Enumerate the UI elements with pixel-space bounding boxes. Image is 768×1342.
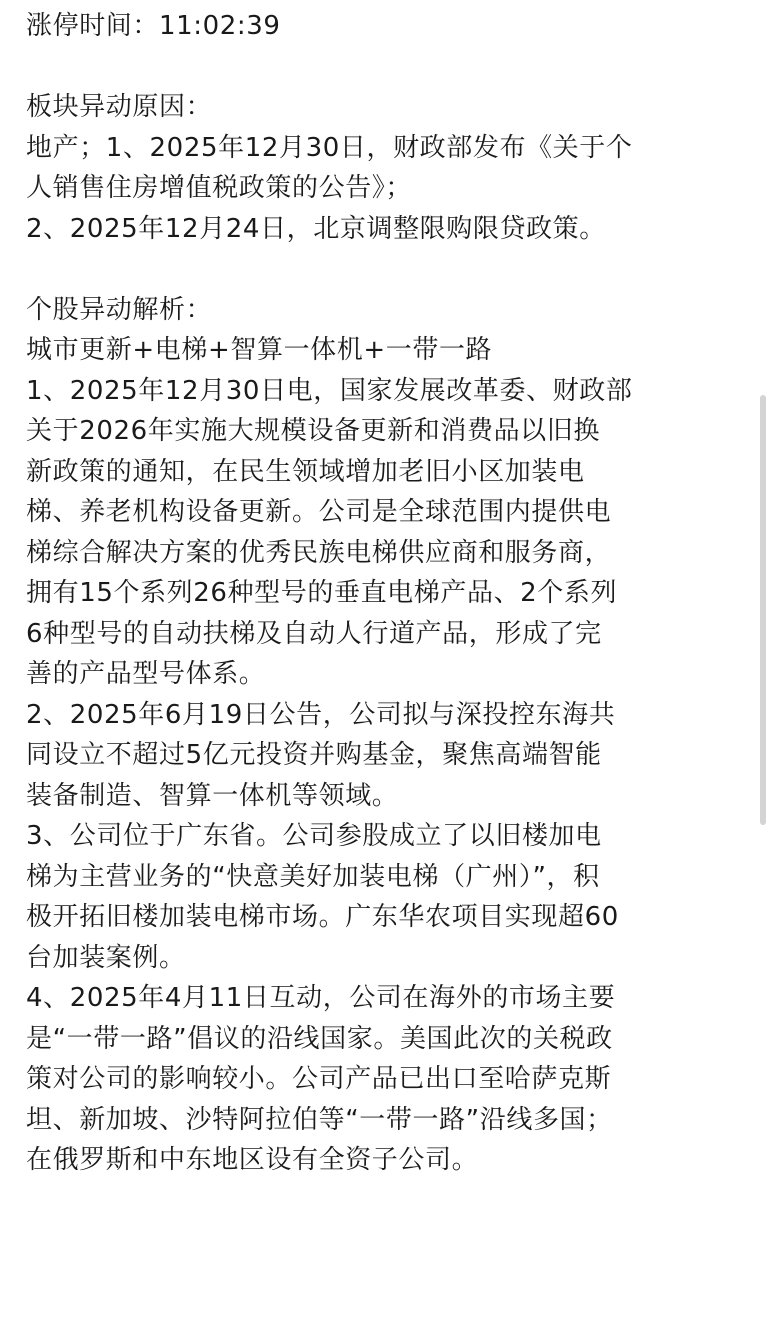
stock-analysis-line: 关于2026年实施大规模设备更新和消费品以旧换	[26, 416, 600, 446]
sector-reason-line: 地产；1、2025年12月30日，财政部发布《关于个	[26, 132, 633, 163]
stock-analysis-line: 拥有15个系列26种型号的垂直电梯产品、2个系列	[26, 578, 618, 608]
stock-concept-tags: 城市更新+电梯+智算一体机+一带一路	[26, 335, 493, 365]
sector-reason-line: 2、2025年12月24日，北京调整限购限贷政策。	[26, 213, 606, 244]
stock-analysis-line: 4、2025年4月11日互动，公司在海外的市场主要	[26, 983, 616, 1013]
stock-analysis-line: 6种型号的自动扶梯及自动人行道产品，形成了完	[26, 618, 602, 649]
vertical-scrollbar[interactable]	[760, 395, 766, 825]
spacer	[26, 47, 744, 88]
article-content	[26, 6, 744, 1181]
stock-analysis-line: 装备制造、智算一体机等领域。	[26, 780, 399, 811]
limit-up-time: 涨停时间：11:02:39	[26, 11, 281, 41]
stock-analysis-line: 策对公司的影响较小。公司产品已出口至哈萨克斯	[26, 1064, 612, 1094]
stock-analysis-line: 是“一带一路”倡议的沿线国家。美国此次的关税政	[26, 1023, 613, 1054]
stock-analysis-line: 梯、养老机构设备更新。公司是全球范围内提供电	[26, 497, 612, 527]
stock-analysis-heading: 个股异动解析：	[26, 294, 213, 325]
stock-analysis-line: 梯综合解决方案的优秀民族电梯供应商和服务商，	[26, 537, 612, 568]
stock-analysis-line: 1、2025年12月30日电，国家发展改革委、财政部	[26, 375, 633, 406]
sector-reason-line: 人销售住房增值税政策的公告》；	[26, 173, 413, 203]
stock-analysis-line: 极开拓旧楼加装电梯市场。广东华农项目实现超60	[26, 902, 619, 932]
stock-analysis-line: 台加装案例。	[26, 942, 186, 973]
stock-analysis-line: 3、公司位于广东省。公司参股成立了以旧楼加电	[26, 821, 602, 851]
stock-analysis-line: 2、2025年6月19日公告，公司拟与深投控东海共	[26, 699, 616, 730]
stock-analysis-line: 在俄罗斯和中东地区设有全资子公司。	[26, 1145, 479, 1175]
stock-analysis-line: 同设立不超过5亿元投资并购基金，聚焦高端智能	[26, 740, 602, 770]
sector-reason-heading: 板块异动原因：	[26, 92, 213, 122]
stock-analysis-line: 梯为主营业务的“快意美好加装电梯（广州）”，积	[26, 861, 600, 892]
stock-analysis-line: 新政策的通知，在民生领域增加老旧小区加装电	[26, 456, 585, 487]
spacer	[26, 249, 744, 290]
stock-analysis-line: 坦、新加坡、沙特阿拉伯等“一带一路”沿线多国；	[26, 1104, 613, 1135]
stock-analysis-line: 善的产品型号体系。	[26, 659, 266, 689]
